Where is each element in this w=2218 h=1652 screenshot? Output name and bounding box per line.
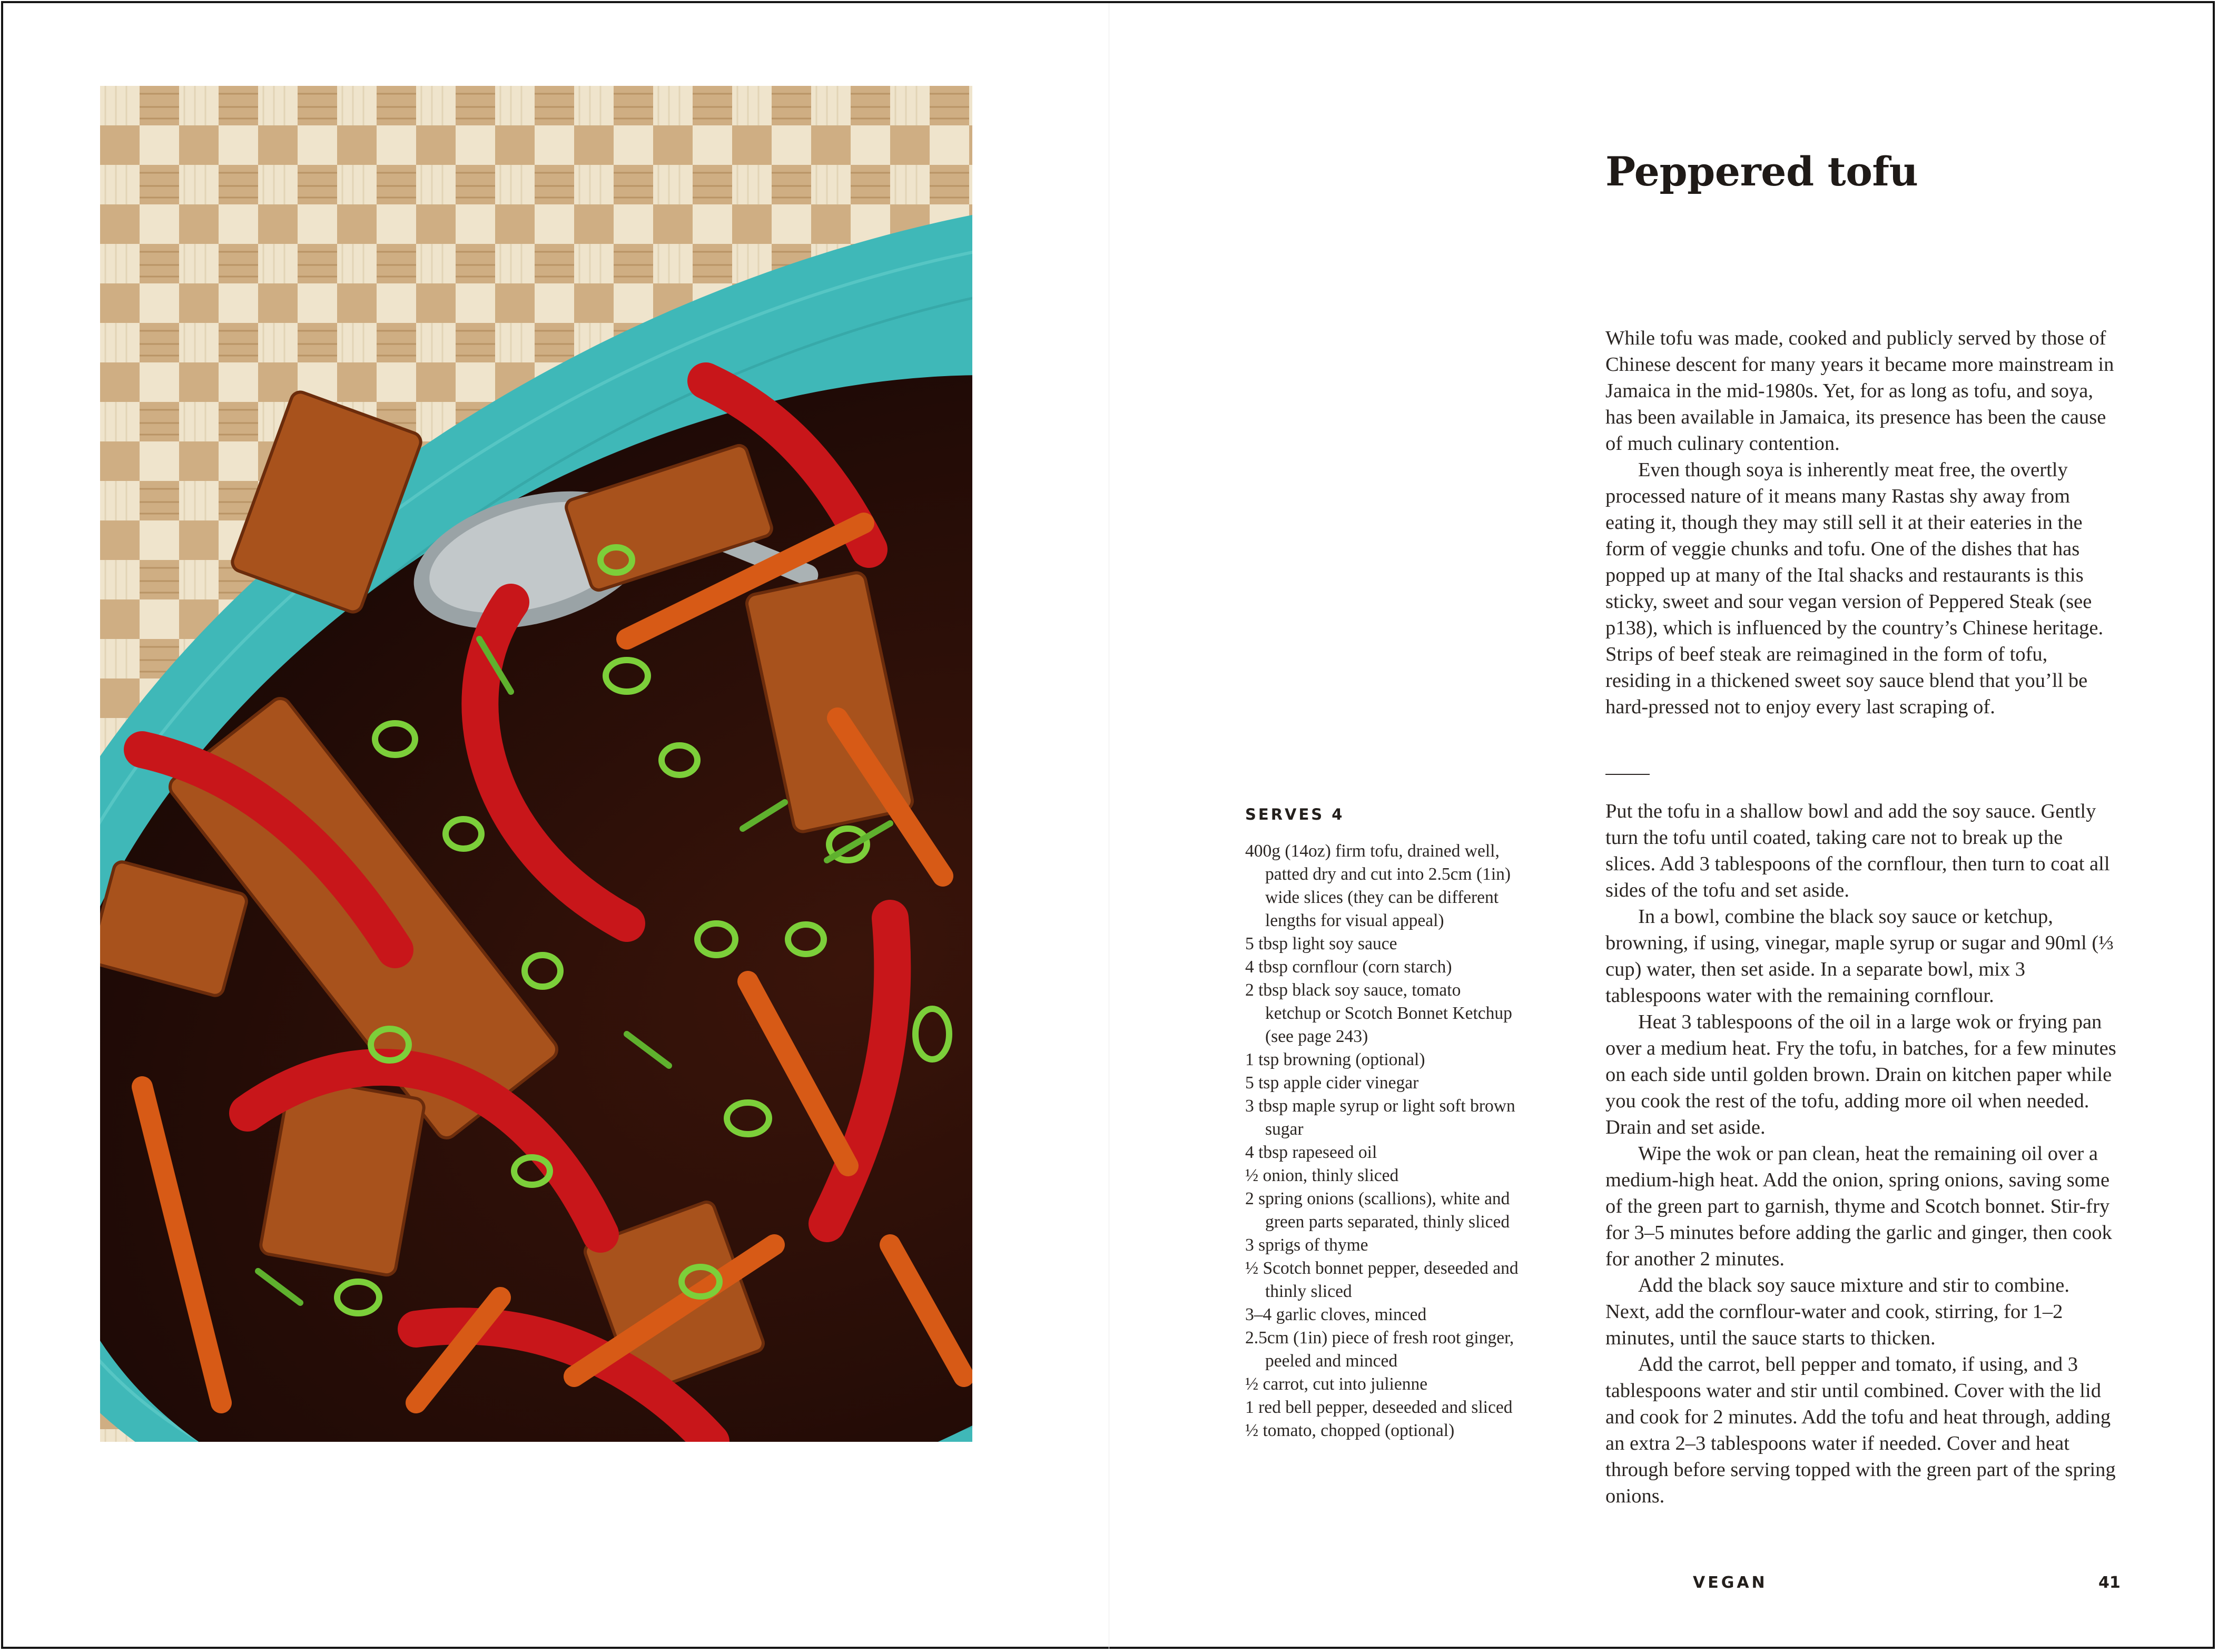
ingredient-item: 4 tbsp cornflour (corn starch) bbox=[1245, 957, 1452, 977]
ingredient-item: 4 tbsp rapeseed oil bbox=[1245, 1143, 1377, 1162]
ingredient-item: 1 red bell pepper, deseeded and sliced bbox=[1245, 1398, 1513, 1417]
method-step: Wipe the wok or pan clean, heat the remaining oil over a medium-high heat. Add the onion, spring onions, saving some of the green part to garnish, thyme and Scotch bonnet. Stir-fry for 3–5 minutes before adding the garlic and ginger, then cook for another 2 minutes. bbox=[1605, 1143, 2112, 1270]
section-label: VEGAN bbox=[1693, 1574, 1768, 1592]
ingredient-item: 2.5cm (1in) piece of fresh root ginger, peeled and minced bbox=[1245, 1328, 1514, 1371]
recipe-method bbox=[1605, 798, 2116, 1509]
ingredient-list bbox=[1245, 840, 1519, 1442]
ingredient-item: ½ tomato, chopped (optional) bbox=[1245, 1421, 1455, 1440]
section-divider bbox=[1605, 774, 1650, 775]
method-step: Heat 3 tablespoons of the oil in a large wok or frying pan over a medium heat. Fry the tofu, in batches, for a few minutes on each side until golden brown. Drain on kitchen paper while you cook the rest of the tofu, adding more oil when needed. Drain and set aside. bbox=[1605, 1011, 2116, 1138]
ingredient-item: ½ onion, thinly sliced bbox=[1245, 1166, 1399, 1185]
method-step: Add the carrot, bell pepper and tomato, if using, and 3 tablespoons water and stir until combined. Cover with the lid and cook for 2 minutes. Add the tofu and heat through, adding an extra 2–3 tablespoons water if needed. Cover and heat through before serving topped with the green part of the spring onions. bbox=[1605, 1353, 2116, 1507]
peppered-tofu-photo bbox=[100, 86, 972, 1442]
method-step: In a bowl, combine the black soy sauce or ketchup, browning, if using, vinegar, maple syrup or sugar and 90ml (⅓ cup) water, then set aside. In a separate bowl, mix 3 tablespoons water with the remaining cornflour. bbox=[1605, 906, 2114, 1007]
method-step: Put the tofu in a shallow bowl and add the soy sauce. Gently turn the tofu until coated, taking care not to break up the slices. Add 3 tablespoons of the cornflour, then turn to coat all sides of the tofu and set aside. bbox=[1605, 800, 2110, 901]
intro-paragraph: While tofu was made, cooked and publicly served by those of Chinese descent for many years it became more mainstream in Jamaica in the mid-1980s. Yet, for as long as tofu, and soya, has been available in Jamaica, its presence has been the cause of much culinary contention. bbox=[1605, 327, 2114, 455]
food-photo-illustration bbox=[100, 86, 972, 1442]
ingredient-item: 5 tbsp light soy sauce bbox=[1245, 934, 1397, 953]
ingredient-item: 2 spring onions (scallions), white and green parts separated, thinly sliced bbox=[1245, 1189, 1510, 1232]
recipe-title: Peppered tofu bbox=[1605, 148, 1918, 195]
page-number: 41 bbox=[2098, 1574, 2121, 1592]
ingredient-item: 400g (14oz) firm tofu, drained well, patted dry and cut into 2.5cm (1in) wide slices (they can be different lengths for visual appeal) bbox=[1245, 841, 1511, 930]
ingredient-item: 2 tbsp black soy sauce, tomato ketchup or Scotch Bonnet Ketchup (see page 243) bbox=[1245, 980, 1512, 1046]
serves-label: SERVES 4 bbox=[1245, 805, 1345, 823]
recipe-intro bbox=[1605, 325, 2116, 720]
ingredient-item: 1 tsp browning (optional) bbox=[1245, 1050, 1425, 1069]
ingredient-item: 3–4 garlic cloves, minced bbox=[1245, 1305, 1427, 1324]
ingredient-item: ½ Scotch bonnet pepper, deseeded and thinly sliced bbox=[1245, 1258, 1519, 1301]
ingredient-item: ½ carrot, cut into julienne bbox=[1245, 1374, 1428, 1394]
ingredient-item: 3 sprigs of thyme bbox=[1245, 1235, 1368, 1255]
intro-paragraph: Even though soya is inherently meat free, the overtly processed nature of it means many Rastas shy away from eating it, though they may still sell it at their eateries in the form of veggie chunks and tofu. One of the dishes that has popped up at many of the Ital shacks and restaurants is this sticky, sweet and sour vegan version of Peppered Steak (see p138), which is influenced by the country’s Chinese heritage. Strips of beef steak are reimagined in the form of tofu, residing in a thickened sweet soy sauce blend that you’ll be hard-pressed not to enjoy every last scraping of. bbox=[1605, 459, 2104, 718]
method-step: Add the black soy sauce mixture and stir to combine. Next, add the cornflour-water and cook, stirring, for 1–2 minutes, until the sauce starts to thicken. bbox=[1605, 1274, 2069, 1349]
ingredient-item: 3 tbsp maple syrup or light soft brown sugar bbox=[1245, 1096, 1515, 1139]
ingredient-item: 5 tsp apple cider vinegar bbox=[1245, 1073, 1419, 1093]
